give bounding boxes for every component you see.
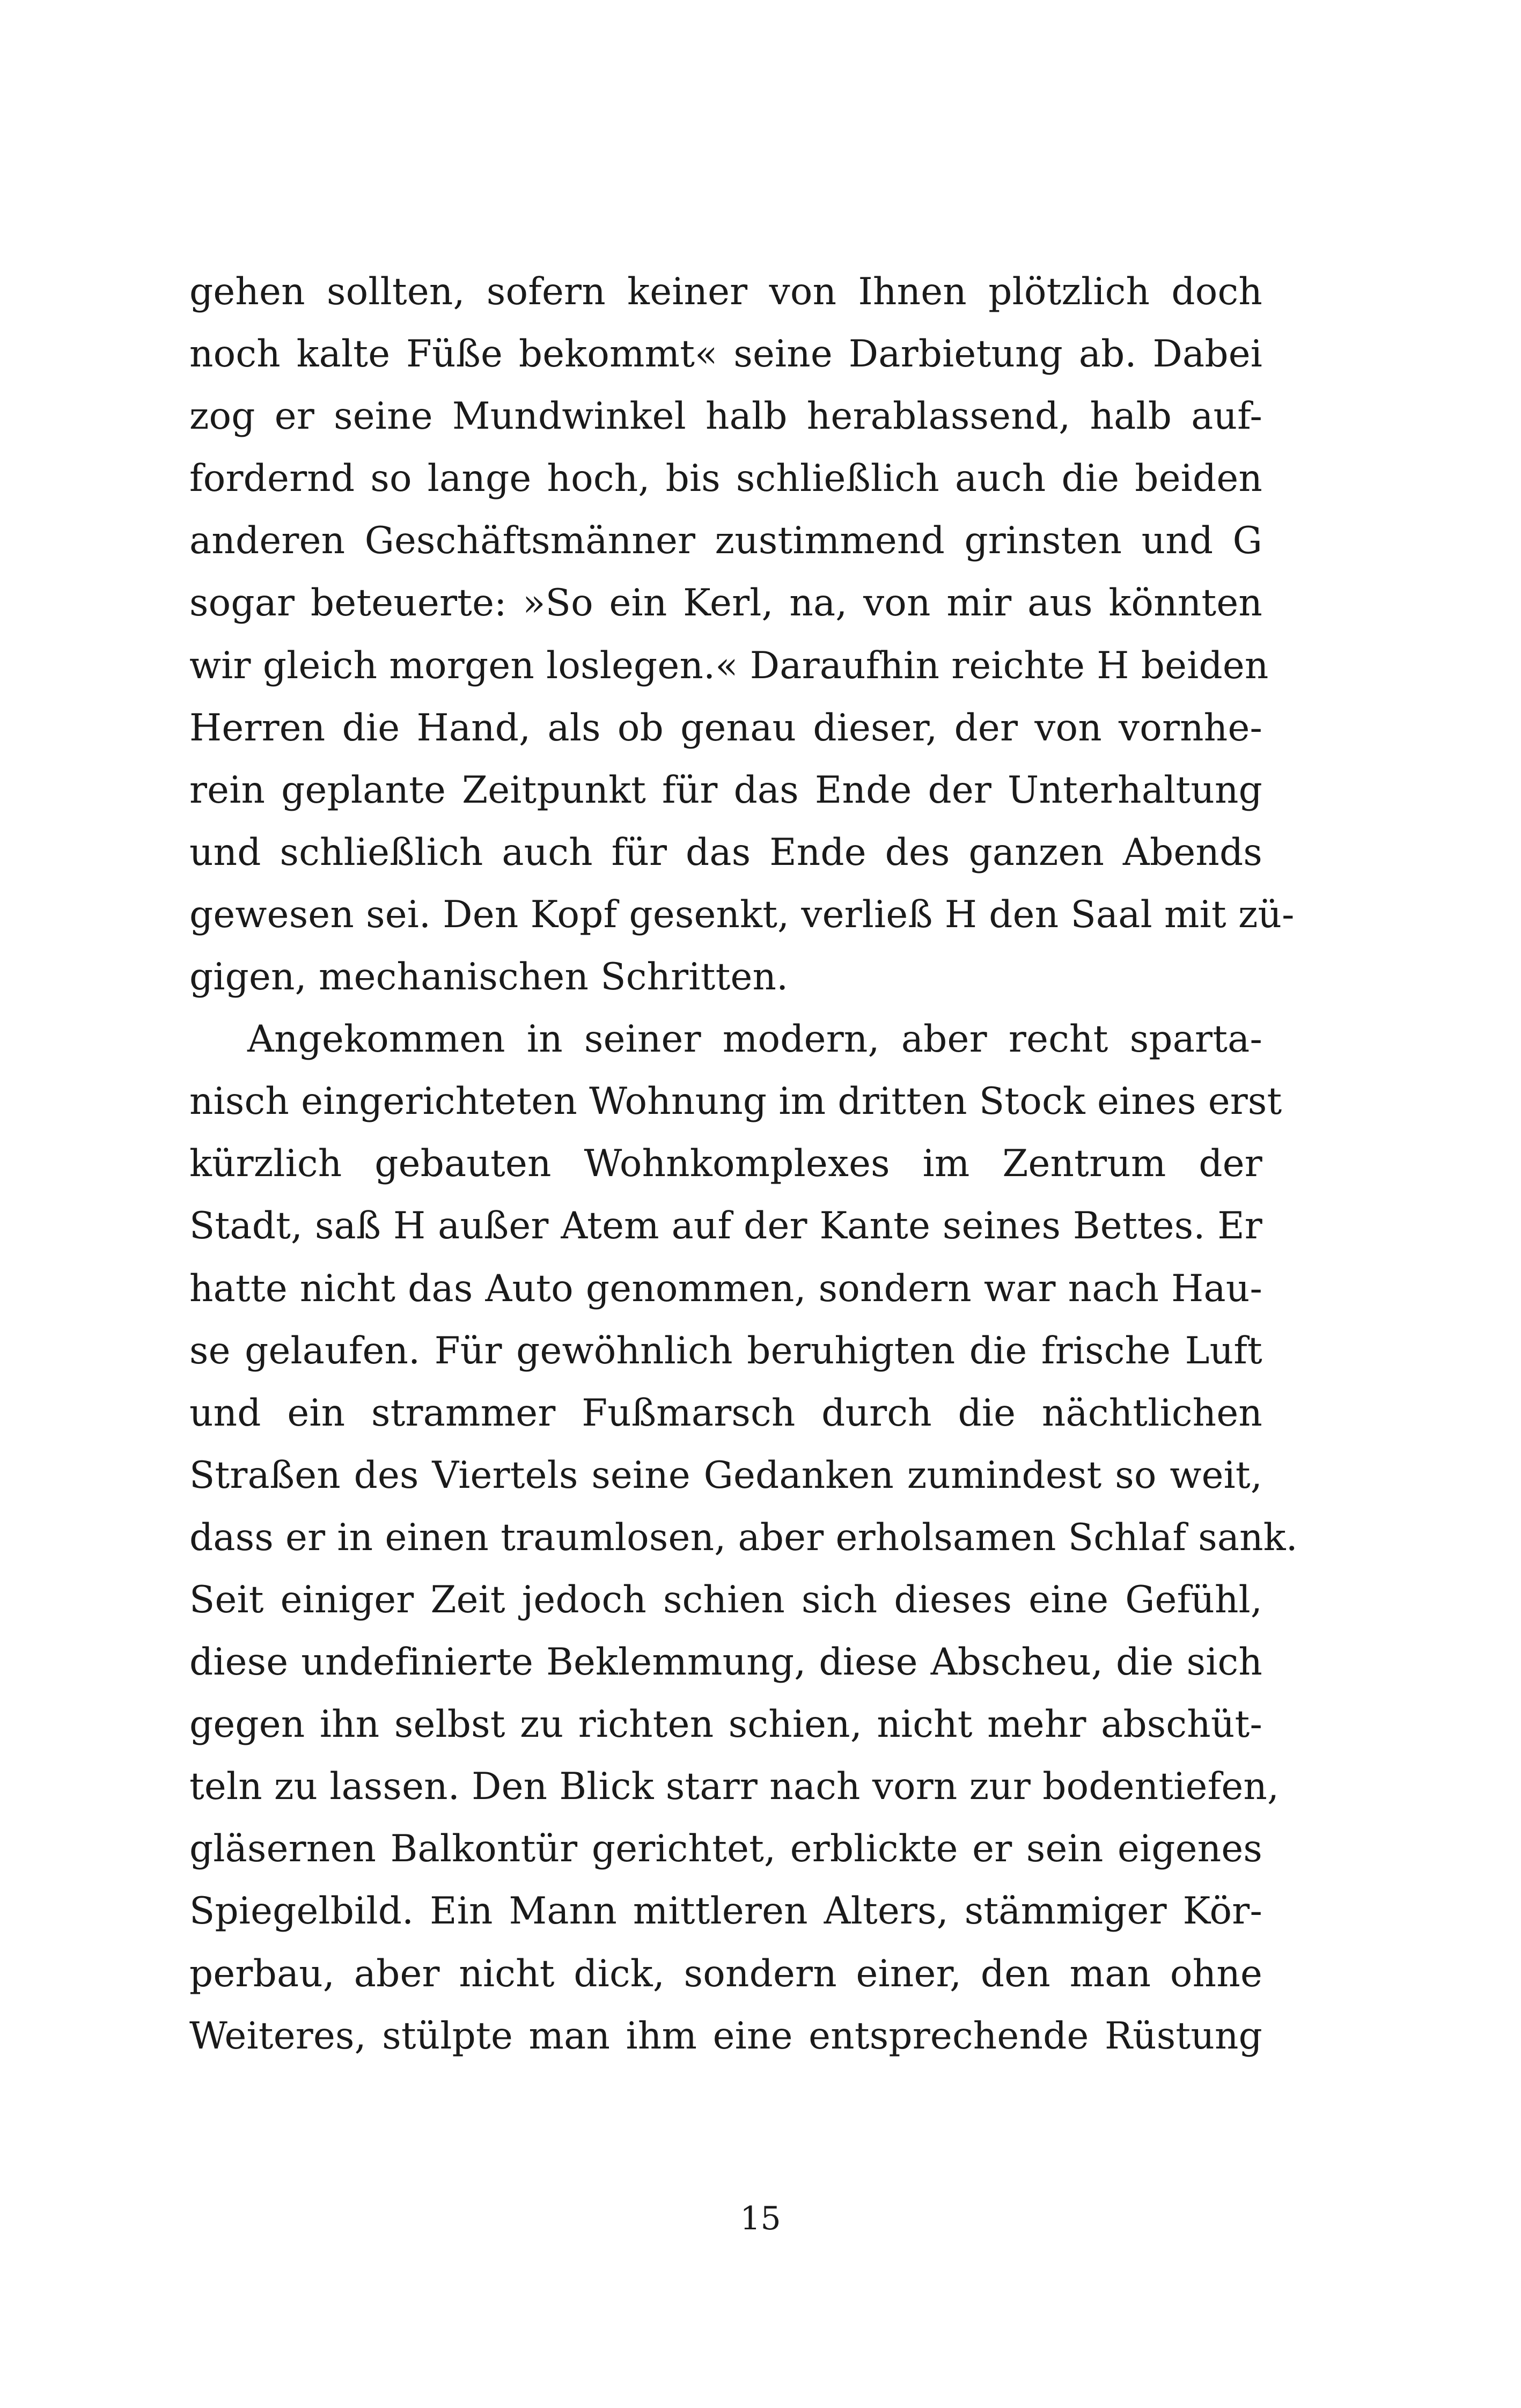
text-line: anderen Geschäftsmänner zustimmend grinsten und G	[189, 519, 1262, 563]
text-line: dass er in einen traumlosen, aber erholsamen Schlaf sank.	[189, 1516, 1298, 1559]
text-line: Angekommen in seiner modern, aber recht sparta-	[247, 1018, 1262, 1061]
text-line: gegen ihn selbst zu richten schien, nicht mehr abschüt-	[189, 1703, 1262, 1746]
text-line: Spiegelbild. Ein Mann mittleren Alters, stämmiger Kör-	[189, 1890, 1262, 1933]
text-line: fordernd so lange hoch, bis schließlich auch die beiden	[189, 457, 1262, 501]
text-line: Stadt, saß H außer Atem auf der Kante seines Bettes. Er	[189, 1205, 1262, 1248]
text-line: und ein strammer Fußmarsch durch die nächtlichen	[189, 1391, 1262, 1435]
text-line: gewesen sei. Den Kopf gesenkt, verließ H den Saal mit zü-	[189, 893, 1295, 936]
text-line: nisch eingerichteten Wohnung im dritten Stock eines erst	[189, 1080, 1282, 1124]
text-line: gigen, mechanischen Schritten.	[189, 956, 789, 999]
body-text	[189, 261, 1298, 2067]
text-line: rein geplante Zeitpunkt für das Ende der Unterhaltung	[189, 768, 1262, 812]
text-line: wir gleich morgen loslegen.« Daraufhin reichte H beiden	[189, 644, 1269, 687]
text-line: se gelaufen. Für gewöhnlich beruhigten die frische Luft	[189, 1329, 1262, 1372]
text-line: diese undefinierte Beklemmung, diese Abscheu, die sich	[189, 1641, 1262, 1684]
text-line: kürzlich gebauten Wohnkomplexes im Zentrum der	[189, 1142, 1262, 1186]
text-line: gehen sollten, sofern keiner von Ihnen plötzlich doch	[189, 270, 1262, 313]
text-line: noch kalte Füße bekommt« seine Darbietung ab. Dabei	[189, 333, 1262, 376]
text-line: teln zu lassen. Den Blick starr nach vorn zur bodentiefen,	[189, 1765, 1280, 1809]
text-line: und schließlich auch für das Ende des ganzen Abends	[189, 831, 1262, 874]
text-line: gläsernen Balkontür gerichtet, erblickte er sein eigenes	[189, 1827, 1262, 1871]
text-line: Straßen des Viertels seine Gedanken zumindest so weit,	[189, 1453, 1262, 1497]
text-line: zog er seine Mundwinkel halb herablassend, halb auf-	[189, 395, 1262, 438]
text-line: Herren die Hand, als ob genau dieser, der von vornhe-	[189, 706, 1262, 750]
page-number: 15	[740, 2200, 781, 2237]
text-line: hatte nicht das Auto genommen, sondern war nach Hau-	[189, 1267, 1262, 1310]
text-line: Seit einiger Zeit jedoch schien sich dieses eine Gefühl,	[189, 1578, 1262, 1621]
text-line: perbau, aber nicht dick, sondern einer, den man ohne	[189, 1952, 1262, 1995]
text-line: sogar beteuerte: »So ein Kerl, na, von mir aus könnten	[189, 582, 1262, 625]
text-line: Weiteres, stülpte man ihm eine entsprechende Rüstung	[189, 2014, 1262, 2058]
